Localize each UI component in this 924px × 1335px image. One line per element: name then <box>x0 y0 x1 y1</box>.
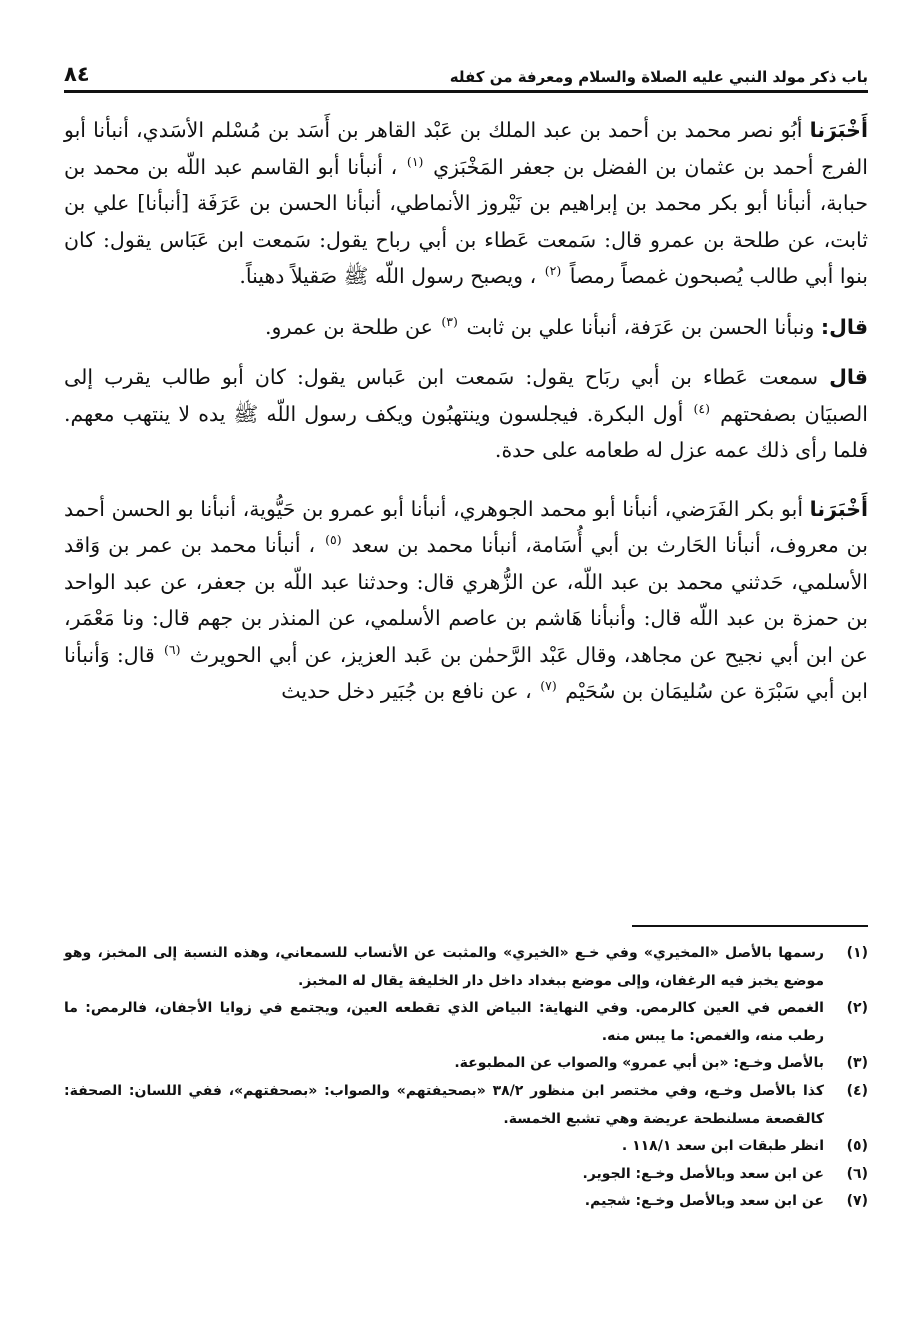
footnote <box>64 995 868 1050</box>
paragraph-lead: أَخْبَرَنا <box>809 118 868 142</box>
footnote-number: (٣) <box>846 1055 868 1072</box>
footnote-ref[interactable]: (٥) <box>325 532 342 548</box>
footnote-ref[interactable]: (٢) <box>544 263 562 279</box>
footnote-number: (٥) <box>846 1138 868 1155</box>
paragraph-lead: قال <box>829 365 868 389</box>
paragraph-text: ، عن نافع بن جُبَير دخل حديث <box>281 679 532 703</box>
page-number: ٨٤ <box>64 62 90 86</box>
footnote-text: كذا بالأصل وخـع، وفي مختصر ابن منظور ٣٨/٢ «بصحيفتهم» والصواب: «بصحفتهم»، ففي اللسان: الصحفة: كالقصعة مسلنطحة عريضة وهي تشبع الخمسة. <box>64 1082 825 1127</box>
footnote-number: (٧) <box>846 1193 868 1210</box>
footnote-text: عن ابن سعد وبالأصل وخـع: الجوير. <box>582 1165 824 1182</box>
footnote-ref[interactable]: (٤) <box>693 400 710 416</box>
page-header <box>64 52 868 93</box>
footnote-ref[interactable]: (٣) <box>441 313 458 329</box>
footnote-text: بالأصل وخـع: «بن أبي عمرو» والصواب عن المطبوعة. <box>454 1055 824 1072</box>
paragraph-text: قال: وَأنبأنا ابن أبي سَبْرَة عن سُليمَان بن سُحَيْم <box>64 642 868 703</box>
paragraph-text: ونبأنا الحسن بن عَرَفة، أنبأنا علي بن ثابت <box>466 314 815 339</box>
footnote <box>64 1133 868 1161</box>
footnote-text: رسمها بالأصل «المخيري» وفي خـع «الخيري» والمثبت عن الأنساب للسمعاني، وهذه النسبة إلى المخبز، وهو موضع يخبز فيه الرغفان، وإلى موضع ببغداد داخل دار الخليفة يقال له المخبز. <box>64 945 824 989</box>
footnote-text: عن ابن سعد وبالأصل وخـع: شجيم. <box>584 1193 824 1210</box>
footnote-number: (١) <box>846 945 868 961</box>
footnote <box>64 1161 868 1189</box>
footnote-ref[interactable]: (٦) <box>163 641 181 657</box>
paragraph-text: ، أنبأنا أبو القاسم عبد اللّه بن محمد بن حبابة، أنبأنا أبو بكر محمد بن إبراهيم بن نَيْروز الأنماطي، أنبأنا الحسن بن عَرَفَة [أنبأنا] علي بن ثابت، عن طلحة بن عمرو قال: سَمعت عَطاء بن أبي رباح يقول: سَمعت ابن عَبَاس يقول: كان بنوا أبي طالب يُصبحون غمصاً رمصاً <box>64 154 868 288</box>
paragraph <box>64 491 868 710</box>
footnotes <box>64 940 868 1216</box>
footnote-number: (٦) <box>846 1165 868 1182</box>
paragraph-text: عن طلحة بن عمرو. <box>265 314 433 339</box>
footnote <box>64 940 868 995</box>
paragraph-text: أبُو نصر محمد بن أحمد بن عبد الملك بن عَبْد القاهر بن أَسَد بن مُسْلم الأسَدي، أنبأنا أبو الفرج أحمد بن عثمان بن الفضل بن جعفر المَخْبَزي <box>64 118 868 179</box>
footnote-text: الغمص في العين كالرمص. وفي النهاية: البياض الذي تقطعه العين، ويجتمع في زوايا الأجفان، فالرمص: ما رطب منه، والغمص: ما يبس منه. <box>64 1000 824 1044</box>
paragraph-lead: قال: <box>820 314 868 339</box>
paragraph <box>64 359 868 469</box>
paragraph-lead: أَخْبَرَنا <box>809 496 868 521</box>
footnote-separator <box>632 925 868 927</box>
footnote-number: (٢) <box>846 1000 868 1017</box>
paragraph-text: ، ويصبح رسول اللّه ﷺ صَقيلاً دهيناً. <box>239 264 537 288</box>
paragraph-text: أول البكرة. فيجلسون وينتهبُون ويكف رسول اللّه ﷺ يده لا ينتهب معهم. فلما رأى ذلك عمه عزل له طعامه على حدة. <box>64 401 868 462</box>
footnote <box>64 1078 868 1133</box>
footnote-ref[interactable]: (٧) <box>540 678 557 694</box>
running-title: باب ذكر مولد النبي عليه الصلاة والسلام ومعرفة من كفله <box>449 68 868 86</box>
footnote-text: انظر طبقات ابن سعد ١١٨/١ . <box>621 1138 824 1155</box>
footnote <box>64 1050 868 1078</box>
paragraph-text: أبو بكر الفَرَضي، أنبأنا أبو محمد الجوهري، أنبأنا أبو عمرو بن حَيُّوية، أنبأنا بو الحسن أحمد بن معروف، أنبأنا الحَارث بن أبي أُسَامة، أنبأنا محمد بن سعد <box>64 496 868 557</box>
paragraph <box>64 112 868 295</box>
footnote <box>64 1188 868 1216</box>
footnote-ref[interactable]: (١) <box>406 153 424 169</box>
footnote-number: (٤) <box>846 1082 868 1099</box>
paragraph <box>64 309 868 346</box>
paragraph-text: ، أنبأنا محمد بن عمر بن وَاقد الأسلمي، حَدثني محمد بن عبد اللّه، عن الزُّهري قال: وحدثنا عبد اللّه بن جعفر، عن عبد الواحد بن حمزة بن عبد اللّه قال: وأنبأنا هَاشم بن عاصم الأسلمي، عن المنذر بن جهم قال: ونا مَعْمَر، عن ابن أبي نجيح عن مجاهد، وقال عَبْد الرَّحمٰن بن عَبد العزيز، عن أبي الحويرث <box>64 533 868 667</box>
paragraph-text: سمعت عَطاء بن أبي ربَاح يقول: سَمعت ابن عَباس يقول: كان أبو طالب يقرب إلى الصبيَان بصفحتهم <box>64 365 868 426</box>
main-text <box>64 112 868 710</box>
